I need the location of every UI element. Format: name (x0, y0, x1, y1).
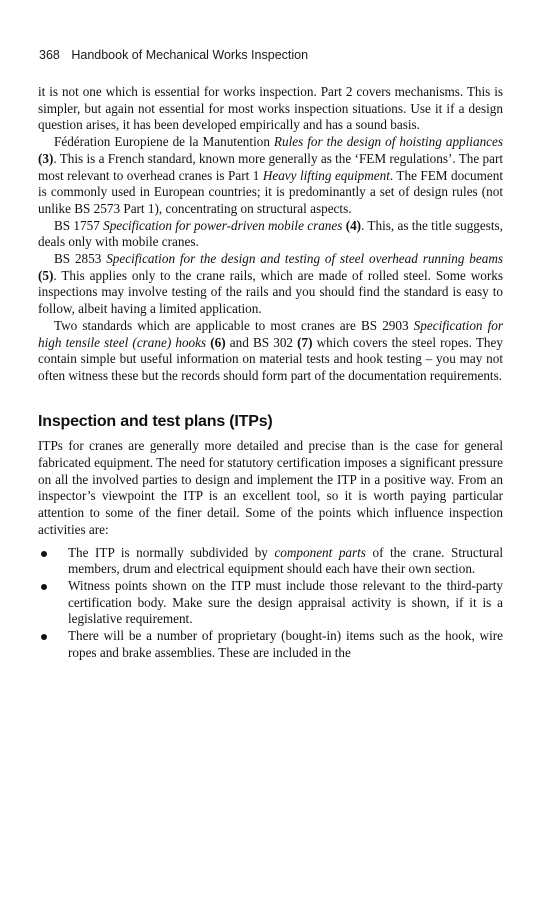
hooks-text-3: which covers the steel ropes. They contain simple but useful information on material tests and hook testing – you may not often witness these but the records should form part of the documentation requirements. (38, 334, 503, 383)
list-item: There will be a number of proprietary (bought-in) items such as the hook, wire ropes and brake assemblies. These are included in the (38, 628, 503, 661)
page-body (38, 84, 503, 662)
ref-7: (7) (297, 334, 313, 350)
emphasis-component-parts: component parts (274, 544, 366, 560)
bs2853-text: . This applies only to the crane rails, which are made of rolled steel. Some works inspections may involve testing of the rails and you should find the standard is easy to follow, albeit having a limited application. (38, 267, 503, 317)
paragraph-bs2853 (38, 251, 503, 318)
list-item: The ITP is normally subdivided by component parts of the crane. Structural members, drum and electrical equipment should each have their own section. (38, 545, 503, 578)
hooks-text-1: Two standards which are applicable to most cranes are BS 2903 (54, 317, 414, 333)
bullet-list (38, 545, 503, 662)
paragraph-hooks-ropes (38, 318, 503, 385)
bs1757-text: . This, as the title suggests, deals only with mobile cranes. (38, 217, 503, 250)
hooks-text-2: and BS 302 (225, 334, 298, 350)
ref-3: (3) (38, 150, 54, 166)
fem-org: Fédération Europiene de la Manutention (54, 134, 274, 150)
book-title: Handbook of Mechanical Works Inspection (71, 48, 309, 62)
bs2853-code: BS 2853 (54, 251, 107, 267)
ref-4: (4) (342, 217, 362, 233)
ref-6: (6) (206, 334, 226, 350)
page-number: 368 (39, 48, 60, 62)
list-item: Witness points shown on the ITP must include those relevant to the third-party certification body. Make sure the design appraisal activity is shown, if it is a legislative requirement. (38, 578, 503, 628)
paragraph-fem (38, 134, 503, 218)
bs1757-code: BS 1757 (54, 217, 104, 233)
paragraph-bs1757 (38, 218, 503, 251)
bullet-dot-icon (41, 634, 47, 640)
bullet-dot-icon (41, 551, 47, 557)
fem-text-2: . The FEM document is commonly used in European countries; it is predominantly a set of design rules (not unlike BS 2573 Part 1), concentrating on structural aspects. (38, 167, 503, 216)
section-paragraph: ITPs for cranes are generally more detailed and precise than is the case for general fabricated equipment. The need for statutory certification imposes a significant pressure on all the involved parties to design and implement the ITP in a positive way. From an inspector’s viewpoint the ITP is an excellent tool, so it is worth paying particular attention to some of the finer detail. Some of the points which influence inspection activities are: (38, 438, 503, 537)
fem-part-title: Heavy lifting equipment (262, 167, 390, 183)
section-heading: Inspection and test plans (ITPs) (38, 412, 273, 430)
bs2853-title: Specification for the design and testing of steel overhead running beams (106, 251, 503, 267)
bullet-dot-icon (41, 584, 47, 590)
bs1757-title: Specification for power-driven mobile cranes (103, 217, 343, 233)
fem-title: Rules for the design of hoisting appliances (273, 134, 504, 150)
running-header (39, 48, 308, 62)
fem-text-1: . This is a French standard, known more generally as the ‘FEM regulations’. The part most relevant to overhead cranes is Part 1 (38, 150, 504, 183)
paragraph-intro-1: it is not one which is essential for works inspection. Part 2 covers mechanisms. This is simpler, but again not essential for most works inspection situations. Use it if a design question arises, it has been developed empirically and has a sound basis. (38, 84, 503, 133)
bs2903-title: Specification for high tensile steel (crane) hooks (38, 317, 503, 350)
ref-5: (5) (38, 267, 54, 283)
